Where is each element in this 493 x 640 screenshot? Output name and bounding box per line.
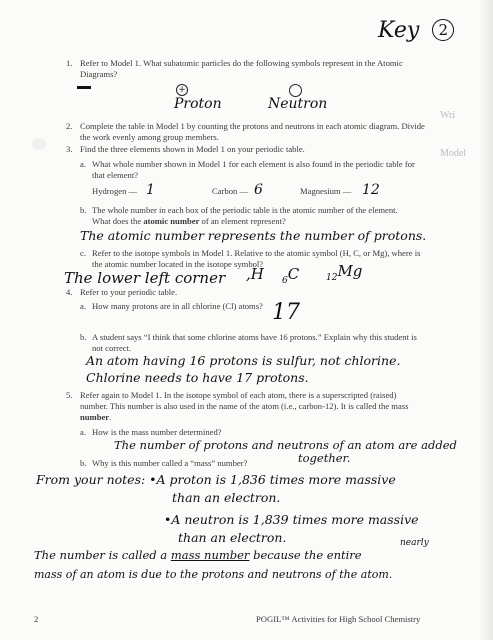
margin-fragment-2: Model xyxy=(440,148,467,159)
isotope-c xyxy=(282,265,299,286)
scan-smudge xyxy=(32,138,46,150)
isotope-mg xyxy=(326,262,362,283)
isotope-h: ,H xyxy=(246,265,264,283)
q4b-answer-line2: Chlorine needs to have 17 protons. xyxy=(86,370,309,385)
notes-line2: than an electron. xyxy=(172,490,281,505)
final-answer-line1 xyxy=(34,548,474,562)
q1-text: Refer to Model 1. What subatomic particles do the following symbols represent in the Atomic Diagrams? xyxy=(80,58,403,79)
electron-minus-symbol xyxy=(77,86,91,89)
key-text: Key xyxy=(378,18,420,43)
q4-number: 4. xyxy=(66,287,73,297)
q4-text: Refer to your periodic table. xyxy=(80,287,178,297)
final-answer-underlined: mass number xyxy=(170,548,250,562)
q3b-text-line1: The whole number in each box of the periodic table is the atomic number of the element. xyxy=(92,205,398,215)
final-answer-line2: mass of an atom is due to the protons and neutrons of the atom. xyxy=(34,568,393,581)
q4b-answer-line1: An atom having 16 protons is sulfur, not chlorine. xyxy=(86,353,401,368)
q4a-answer: 17 xyxy=(272,300,300,325)
final-answer-b: because the entire xyxy=(249,548,362,562)
q1-answer-proton: Proton xyxy=(174,96,222,112)
carbon-label: Carbon — xyxy=(212,186,249,196)
q3c-answer: The lower left corner xyxy=(64,269,226,287)
q5a-answer-line2: together. xyxy=(298,451,351,465)
q3b-text-line2 xyxy=(92,216,432,227)
q5-text-line3 xyxy=(80,412,111,423)
page-number: 2 xyxy=(34,614,39,624)
footer-title: POGIL™ Activities for High School Chemistry xyxy=(256,614,421,624)
key-number-circle xyxy=(432,19,454,41)
q5b-label: b. xyxy=(80,458,87,468)
q2-text: Complete the table in Model 1 by counting the protons and neutrons in each atomic diagram. Divide the work evenly among group members. xyxy=(80,121,425,142)
q4a-text: How many protons are in all chlorine (Cl) atoms? xyxy=(92,301,263,311)
q3b-answer: The atomic number represents the number of protons. xyxy=(80,228,427,243)
notes-line3: •A neutron is 1,839 times more massive xyxy=(164,512,419,527)
answer-key-label xyxy=(378,18,454,43)
q2-number: 2. xyxy=(66,121,73,131)
q3b-text-b: of an element represent? xyxy=(199,216,286,226)
isotope-mg-subscript: 12 xyxy=(326,273,338,283)
q4b-label: b. xyxy=(80,332,87,342)
magnesium-label: Magnesium — xyxy=(300,186,352,196)
q3a-text: What whole number shown in Model 1 for each element is also found in the periodic table for that element? xyxy=(92,159,415,180)
notes-line4: than an electron. xyxy=(178,530,287,545)
hydrogen-answer: 1 xyxy=(146,182,155,198)
q3a-label: a. xyxy=(80,159,86,169)
q5-text-end: . xyxy=(109,412,112,422)
q4b-text: A student says “I think that some chlorine atoms have 16 protons.” Explain why this student is not correct. xyxy=(92,332,417,353)
q3b-text-bold: atomic number xyxy=(143,216,200,226)
q5-number: 5. xyxy=(66,390,73,400)
q5-text-bold: number xyxy=(80,412,110,422)
q3c-text: Refer to the isotope symbols in Model 1. Relative to the atomic symbol (H, C, or Mg), where is the atomic number located in the isotope symbol? xyxy=(92,248,421,269)
q1-number: 1. xyxy=(66,58,73,68)
q5-text-line2: number. This number is also used in the name of the atom (i.e., carbon-12). It is called the mass xyxy=(80,401,409,411)
q5a-text: How is the mass number determined? xyxy=(92,427,222,437)
isotope-c-symbol: C xyxy=(287,265,300,283)
q5b-text: Why is this number called a “mass” number? xyxy=(92,458,248,468)
q1-answer-neutron: Neutron xyxy=(268,96,328,112)
scan-edge xyxy=(479,0,493,640)
hydrogen-label: Hydrogen — xyxy=(92,186,138,196)
margin-fragment-1: Wri xyxy=(440,110,456,121)
isotope-h-symbol: H xyxy=(250,265,264,283)
magnesium-answer: 12 xyxy=(362,182,380,198)
carbon-answer: 6 xyxy=(254,182,263,198)
key-number: 2 xyxy=(438,21,449,39)
final-nearly-insert: nearly xyxy=(400,538,429,548)
proton-plus-symbol: + xyxy=(176,84,188,96)
q3-text: Find the three elements shown in Model 1 on your periodic table. xyxy=(80,144,305,154)
q4a-label: a. xyxy=(80,301,86,311)
isotope-c-subscript: 6 xyxy=(282,276,288,286)
q3b-label: b. xyxy=(80,205,87,215)
q3c-label: c. xyxy=(80,248,86,258)
q3-number: 3. xyxy=(66,144,73,154)
q5-text-line1: Refer again to Model 1. In the isotope symbol of each atom, there is a superscripted (raised) xyxy=(80,390,397,400)
q5a-label: a. xyxy=(80,427,86,437)
notes-line1: From your notes: •A proton is 1,836 times more massive xyxy=(36,472,396,487)
q3b-text-a: What does the xyxy=(92,216,144,226)
isotope-mg-symbol: Mg xyxy=(337,262,363,280)
q5a-answer-line1: The number of protons and neutrons of an atom are added xyxy=(114,438,457,452)
final-answer-a: The number is called a xyxy=(34,548,171,562)
